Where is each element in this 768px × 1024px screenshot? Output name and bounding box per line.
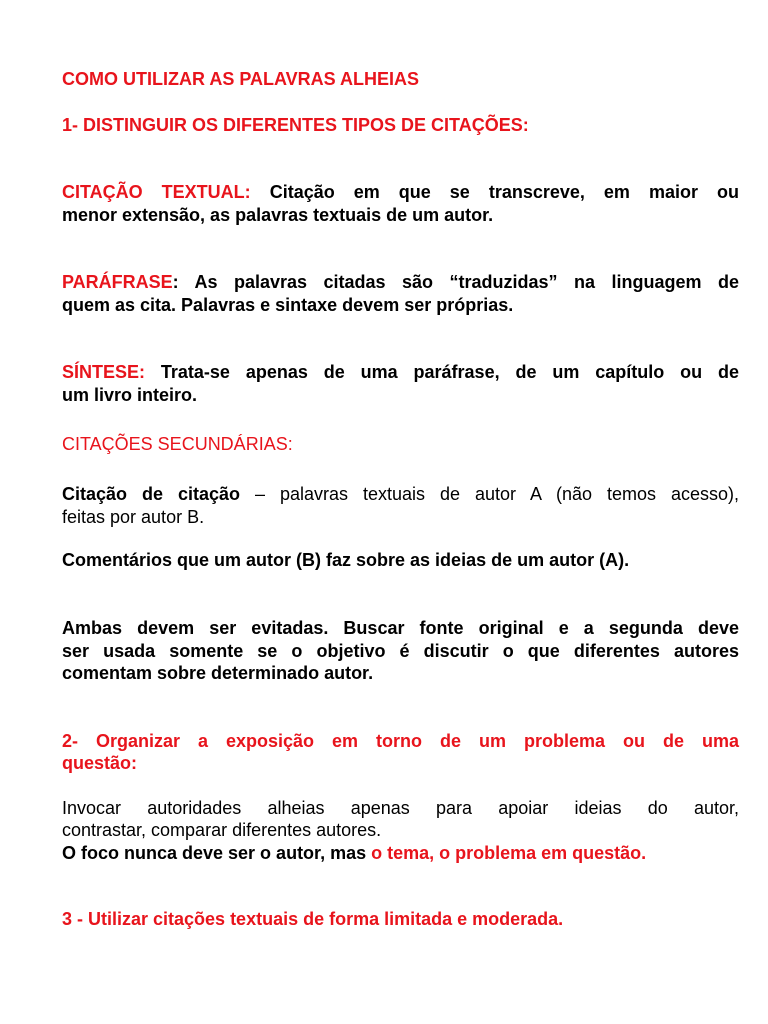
document-title: COMO UTILIZAR AS PALAVRAS ALHEIAS — [62, 69, 419, 89]
citacao-textual-line-1 — [62, 181, 739, 203]
invocar-line-2: contrastar, comparar diferentes autores. — [62, 820, 382, 840]
section-1-heading: 1- DISTINGUIR OS DIFERENTES TIPOS DE CITAÇÕES: — [62, 115, 529, 135]
citacao-textual-definition: Citação em que se transcreve, em maior ou — [250, 182, 739, 202]
section-2-heading-line-1: 2- Organizar a exposição em torno de um problema ou de uma — [62, 731, 739, 751]
section-2-heading-line-2: questão: — [62, 753, 138, 773]
ambas-line-1: Ambas devem ser evitadas. Buscar fonte original e a segunda deve — [62, 618, 739, 638]
parafrase-line-2: quem as cita. Palavras e sintaxe devem ser próprias. — [62, 295, 514, 315]
sintese-definition: Trata-se apenas de uma paráfrase, de um capítulo ou de — [145, 362, 739, 382]
comentarios-paragraph: Comentários que um autor (B) faz sobre as ideias de um autor (A). — [62, 550, 630, 570]
parafrase-line-1 — [62, 271, 739, 293]
citacao-textual-line-2: menor extensão, as palavras textuais de um autor. — [62, 205, 494, 225]
sintese-line-2: um livro inteiro. — [62, 385, 198, 405]
citacao-de-citacao-term: Citação de citação — [62, 484, 241, 504]
invocar-line-1: Invocar autoridades alheias apenas para apoiar ideias do autor, — [62, 798, 739, 818]
foco-paragraph — [62, 842, 739, 864]
ambas-line-3: comentam sobre determinado autor. — [62, 663, 374, 683]
citacao-de-citacao-line-2: feitas por autor B. — [62, 507, 205, 527]
section-3-heading: 3 - Utilizar citações textuais de forma limitada e moderada. — [62, 909, 564, 929]
foco-part-1: O foco nunca deve ser o autor, mas — [62, 843, 372, 863]
secundarias-heading: CITAÇÕES SECUNDÁRIAS: — [62, 434, 293, 454]
sintese-line-1 — [62, 361, 739, 383]
ambas-line-2: ser usada somente se o objetivo é discutir o que diferentes autores — [62, 641, 739, 661]
parafrase-term: PARÁFRASE — [62, 272, 173, 292]
parafrase-definition: : As palavras citadas são “traduzidas” na linguagem de — [172, 272, 739, 292]
citacao-de-citacao-line-1 — [62, 483, 739, 505]
sintese-term: SÍNTESE: — [62, 362, 146, 382]
foco-part-2-highlight: o tema, o problema em questão. — [371, 843, 647, 863]
citacao-de-citacao-definition: – palavras textuais de autor A (não temos acesso), — [240, 484, 740, 504]
citacao-textual-term: CITAÇÃO TEXTUAL: — [62, 182, 251, 202]
